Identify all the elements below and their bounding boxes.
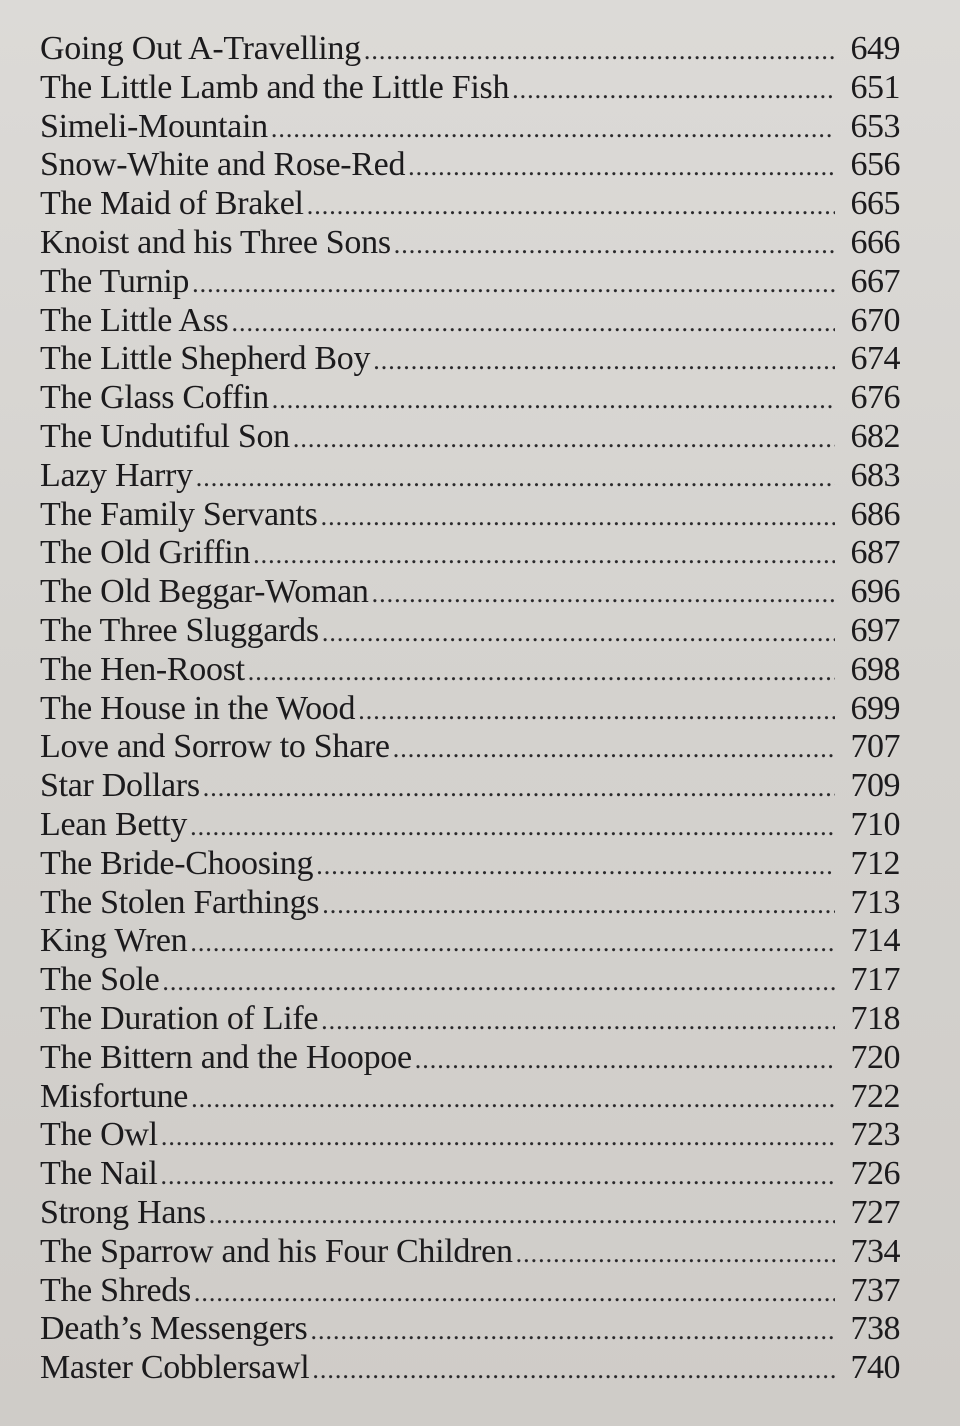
toc-entry <box>40 263 900 302</box>
toc-entry <box>40 457 900 496</box>
dot-leader <box>364 32 835 71</box>
toc-entry <box>40 1000 900 1039</box>
entry-title: The Owl <box>40 1116 158 1154</box>
entry-page-number: 723 <box>850 1116 900 1154</box>
entry-page-number: 674 <box>850 340 900 378</box>
entry-title: Strong Hans <box>40 1193 206 1231</box>
dot-leader <box>194 1274 835 1313</box>
entry-title: The Duration of Life <box>40 999 319 1037</box>
entry-page-number: 738 <box>850 1310 900 1348</box>
dot-leader <box>231 304 835 343</box>
dot-leader <box>190 924 835 963</box>
entry-page-number: 712 <box>850 844 900 882</box>
toc-entry <box>40 651 900 690</box>
entry-title: The Shreds <box>40 1271 191 1309</box>
entry-title: Death’s Messengers <box>40 1310 308 1348</box>
entry-page-number: 656 <box>850 146 900 184</box>
entry-title: The Little Ass <box>40 301 229 339</box>
entry-title: The Turnip <box>40 262 190 300</box>
entry-title: Lean Betty <box>40 805 188 843</box>
dot-leader <box>372 575 835 614</box>
entry-title: Star Dollars <box>40 767 200 805</box>
entry-page-number: 717 <box>850 961 900 999</box>
toc-entry <box>40 185 900 224</box>
dot-leader <box>307 187 835 226</box>
dot-leader <box>190 808 835 847</box>
entry-title: The Old Beggar-Woman <box>40 573 369 611</box>
entry-page-number: 682 <box>850 417 900 455</box>
entry-title: Knoist and his Three Sons <box>40 223 391 261</box>
toc-entry <box>40 1194 900 1233</box>
entry-title: The Sole <box>40 961 160 999</box>
entry-title: Master Cobblersawl <box>40 1349 310 1387</box>
entry-page-number: 718 <box>850 999 900 1037</box>
entry-title: The Little Lamb and the Little Fish <box>40 68 510 106</box>
entry-title: Simeli-Mountain <box>40 107 268 145</box>
toc-entry <box>40 1078 900 1117</box>
entry-page-number: 670 <box>850 301 900 339</box>
toc-entry <box>40 884 900 923</box>
toc-entry <box>40 1272 900 1311</box>
entry-page-number: 696 <box>850 573 900 611</box>
dot-leader <box>271 110 835 149</box>
entry-title: The Little Shepherd Boy <box>40 340 371 378</box>
entry-page-number: 710 <box>850 805 900 843</box>
dot-leader <box>393 730 835 769</box>
entry-page-number: 720 <box>850 1038 900 1076</box>
entry-page-number: 697 <box>850 611 900 649</box>
entry-title: The House in the Wood <box>40 689 356 727</box>
toc-entry <box>40 728 900 767</box>
entry-title: The Family Servants <box>40 495 318 533</box>
dot-leader <box>321 1002 835 1041</box>
entry-page-number: 709 <box>850 767 900 805</box>
entry-title: The Bittern and the Hoopoe <box>40 1038 412 1076</box>
toc-entry <box>40 573 900 612</box>
dot-leader <box>203 769 835 808</box>
toc-entry <box>40 379 900 418</box>
toc-entry <box>40 30 900 69</box>
entry-title: The Old Griffin <box>40 534 251 572</box>
table-of-contents <box>40 30 900 1388</box>
dot-leader <box>373 342 835 381</box>
toc-entry <box>40 69 900 108</box>
entry-page-number: 726 <box>850 1155 900 1193</box>
entry-page-number: 649 <box>850 30 900 67</box>
entry-page-number: 713 <box>850 883 900 921</box>
toc-entry <box>40 961 900 1000</box>
toc-entry <box>40 534 900 573</box>
entry-title: The Sparrow and his Four Children <box>40 1232 513 1270</box>
entry-page-number: 666 <box>850 223 900 261</box>
entry-title: The Nail <box>40 1155 158 1193</box>
entry-title: Love and Sorrow to Share <box>40 728 390 766</box>
toc-entry <box>40 690 900 729</box>
entry-page-number: 665 <box>850 185 900 223</box>
entry-page-number: 740 <box>850 1349 900 1387</box>
entry-page-number: 737 <box>850 1271 900 1309</box>
entry-title: Lazy Harry <box>40 456 193 494</box>
dot-leader <box>192 265 835 304</box>
toc-entry <box>40 224 900 263</box>
dot-leader <box>394 226 835 265</box>
dot-leader <box>161 1157 836 1196</box>
dot-leader <box>293 420 835 459</box>
dot-leader <box>162 963 835 1002</box>
dot-leader <box>161 1118 835 1157</box>
dot-leader <box>516 1235 835 1274</box>
dot-leader <box>512 71 835 110</box>
dot-leader <box>191 1080 835 1119</box>
dot-leader <box>248 653 835 692</box>
entry-page-number: 727 <box>850 1193 900 1231</box>
dot-leader <box>253 536 835 575</box>
entry-title: The Undutiful Son <box>40 417 290 455</box>
entry-title: Misfortune <box>40 1077 189 1115</box>
entry-page-number: 676 <box>850 379 900 417</box>
toc-entry <box>40 108 900 147</box>
toc-entry <box>40 806 900 845</box>
toc-entry <box>40 146 900 185</box>
entry-page-number: 683 <box>850 456 900 494</box>
toc-entry <box>40 1233 900 1272</box>
toc-entry <box>40 922 900 961</box>
entry-title: The Hen-Roost <box>40 650 245 688</box>
dot-leader <box>358 692 835 731</box>
dot-leader <box>322 614 835 653</box>
dot-leader <box>312 1351 835 1390</box>
entry-page-number: 687 <box>850 534 900 572</box>
entry-page-number: 653 <box>850 107 900 145</box>
entry-page-number: 686 <box>850 495 900 533</box>
toc-entry <box>40 1310 900 1349</box>
toc-entry <box>40 1349 900 1388</box>
toc-entry <box>40 496 900 535</box>
entry-title: The Glass Coffin <box>40 379 269 417</box>
dot-leader <box>408 148 835 187</box>
dot-leader <box>196 459 835 498</box>
toc-entry <box>40 1039 900 1078</box>
entry-title: King Wren <box>40 922 188 960</box>
toc-entry <box>40 418 900 457</box>
toc-entry <box>40 1155 900 1194</box>
toc-entry <box>40 845 900 884</box>
entry-page-number: 722 <box>850 1077 900 1115</box>
dot-leader <box>209 1196 835 1235</box>
entry-title: Snow-White and Rose-Red <box>40 146 406 184</box>
toc-entry <box>40 302 900 341</box>
entry-title: The Three Sluggards <box>40 611 319 649</box>
entry-page-number: 651 <box>850 68 900 106</box>
dot-leader <box>415 1041 835 1080</box>
toc-entry <box>40 767 900 806</box>
entry-page-number: 699 <box>850 689 900 727</box>
entry-page-number: 667 <box>850 262 900 300</box>
entry-page-number: 698 <box>850 650 900 688</box>
entry-page-number: 734 <box>850 1232 900 1270</box>
dot-leader <box>316 847 835 886</box>
dot-leader <box>322 886 835 925</box>
entry-page-number: 714 <box>850 922 900 960</box>
entry-title: Going Out A-Travelling <box>40 30 361 67</box>
entry-title: The Stolen Farthings <box>40 883 320 921</box>
toc-entry <box>40 612 900 651</box>
entry-title: The Bride-Choosing <box>40 844 314 882</box>
dot-leader <box>321 498 835 537</box>
entry-title: The Maid of Brakel <box>40 185 304 223</box>
toc-entry <box>40 1116 900 1155</box>
entry-page-number: 707 <box>850 728 900 766</box>
dot-leader <box>272 381 835 420</box>
toc-entry <box>40 340 900 379</box>
dot-leader <box>310 1312 835 1351</box>
